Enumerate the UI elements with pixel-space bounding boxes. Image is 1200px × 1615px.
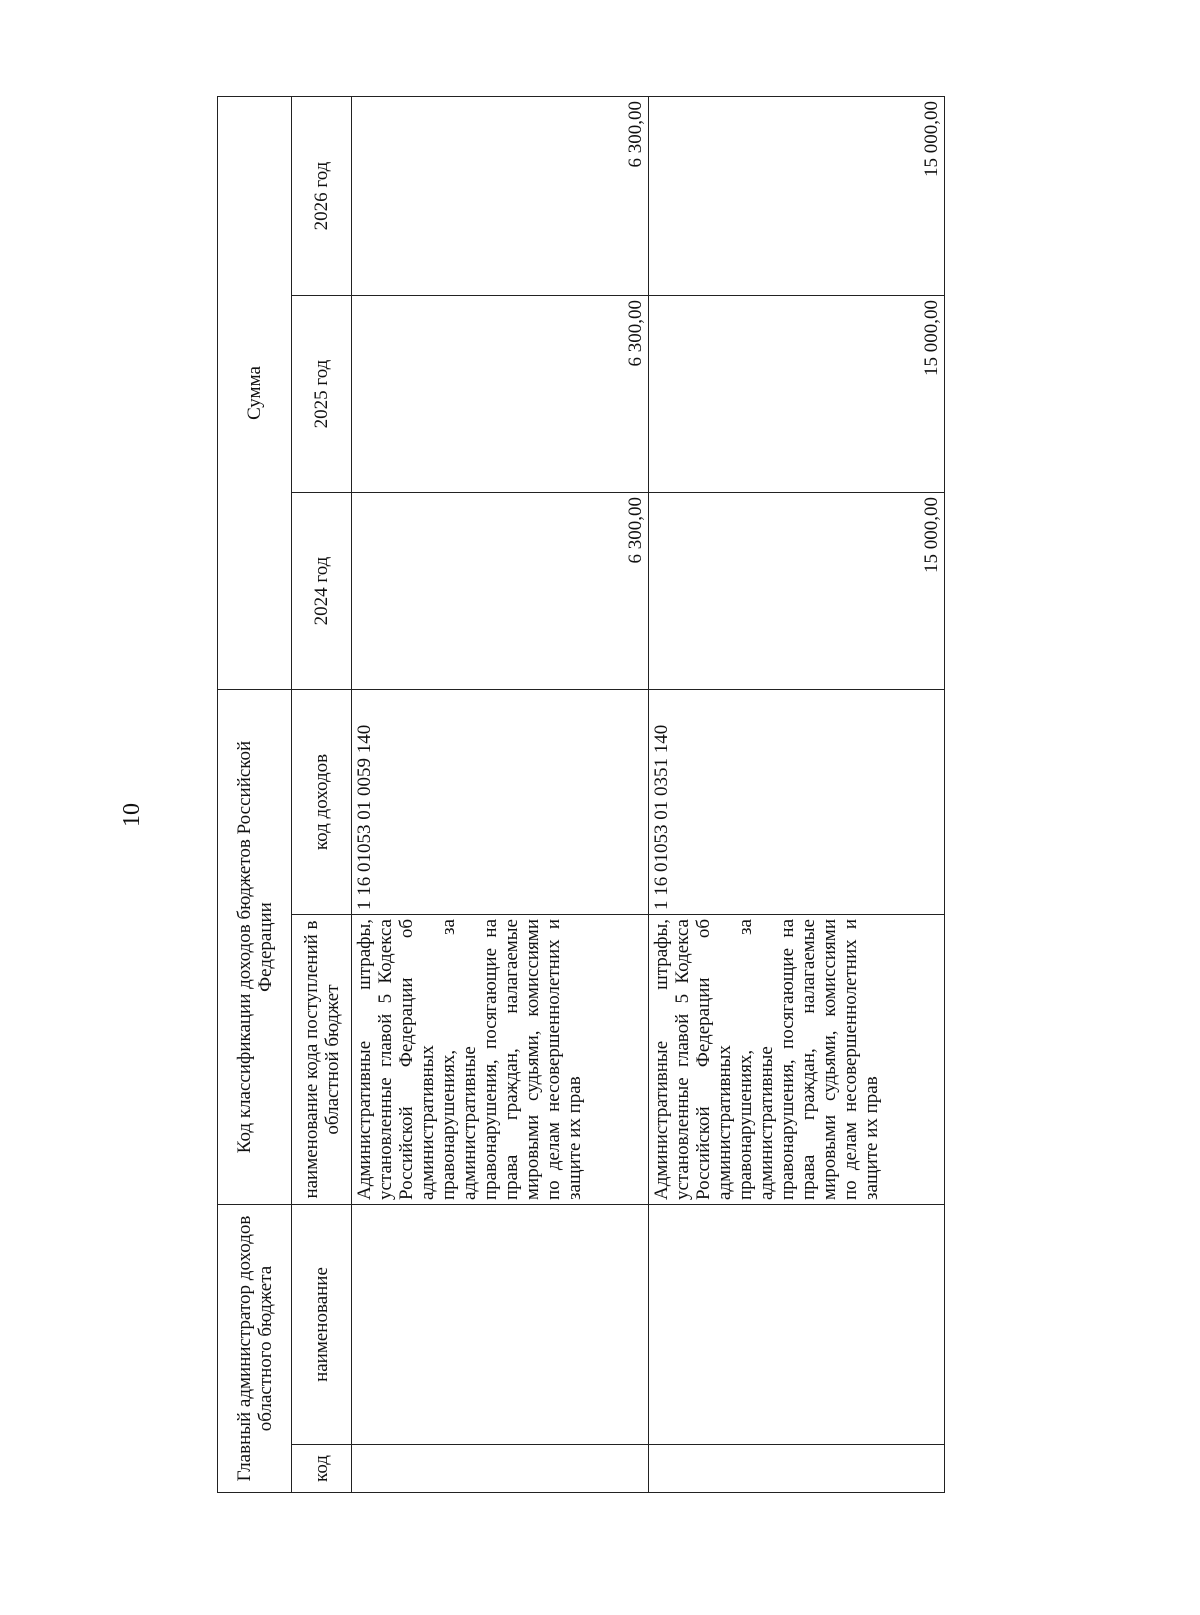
revenue-table: [217, 96, 945, 1493]
header-name: наименование: [292, 1205, 352, 1445]
table-row: [648, 97, 945, 1493]
header-classification-group: Код классификации доходов бюджетов Российской Федерации: [218, 690, 292, 1205]
row-revenue-name: Административные штрафы, установленные главой 5 Кодекса Российской Федерации об административных правонарушениях, за административные правонарушения, посягающие на права граждан, налагаемые мировыми судьями, комиссиями по делам несовершеннолетних и защите их прав: [352, 915, 649, 1205]
row-sum-2026: 6 300,00: [352, 97, 649, 296]
header-sum-group: Сумма: [218, 97, 292, 690]
header-revenue-name: наименование кода поступлений в областной бюджет: [292, 915, 352, 1205]
header-code: код: [292, 1445, 352, 1493]
table-row: [352, 97, 649, 1493]
header-2024: 2024 год: [292, 493, 352, 690]
row-name: [352, 1205, 649, 1445]
row-sum-2026: 15 000,00: [648, 97, 945, 296]
row-revenue-code: 1 16 01053 01 0059 140: [352, 690, 649, 915]
revenue-table-rotated: [217, 97, 945, 1493]
row-code: [352, 1445, 649, 1493]
row-sum-2025: 6 300,00: [352, 296, 649, 493]
row-revenue-code: 1 16 01053 01 0351 140: [648, 690, 945, 915]
header-admin-group: Главный администратор доходов областного бюджета: [218, 1205, 292, 1493]
header-2026: 2026 год: [292, 97, 352, 296]
page-number: 10: [119, 803, 145, 827]
header-2025: 2025 год: [292, 296, 352, 493]
row-sum-2025: 15 000,00: [648, 296, 945, 493]
row-revenue-name: Административные штрафы, установленные главой 5 Кодекса Российской Федерации об административных правонарушениях, за административные правонарушения, посягающие на права граждан, налагаемые мировыми судьями, комиссиями по делам несовершеннолетних и защите их прав: [648, 915, 945, 1205]
row-name: [648, 1205, 945, 1445]
row-code: [648, 1445, 945, 1493]
row-sum-2024: 15 000,00: [648, 493, 945, 690]
header-revenue-code: код доходов: [292, 690, 352, 915]
row-sum-2024: 6 300,00: [352, 493, 649, 690]
